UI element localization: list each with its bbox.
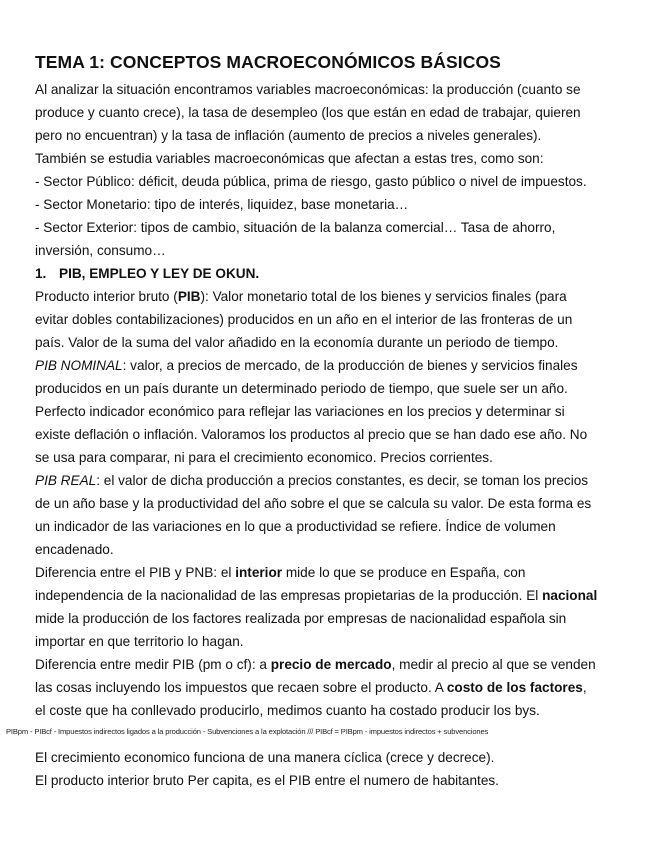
pib-nominal-line: Perfecto indicador económico para reflejar las variaciones en los precios y determinar si xyxy=(35,404,565,419)
pib-nominal-line: existe deflación o inflación. Valoramos los productos al precio que se han dado ese año. No xyxy=(35,427,588,442)
formula-footnote: PIBpm - PIBcf - Impuestos indirectos ligados a la producción - Subvenciones a la explotación /// PIBcf = PIBpm - impuestos indirectos + subvenciones xyxy=(6,727,489,736)
pib-nominal-term: PIB NOMINAL xyxy=(35,358,123,373)
section-number: 1. xyxy=(35,266,47,281)
page-title: TEMA 1: CONCEPTOS MACROECONÓMICOS BÁSICOS xyxy=(35,52,501,72)
pib-definition-line: Producto interior bruto (PIB): Valor monetario total de los bienes y servicios finales (para xyxy=(35,289,567,304)
intro-line: También se estudia variables macroeconómicas que afectan a estas tres, como son: xyxy=(35,151,544,166)
pib-real-term: PIB REAL xyxy=(35,473,97,488)
costo-factores-term: costo de los factores xyxy=(446,680,583,695)
document-body xyxy=(35,78,625,722)
pib-pnb-line: independencia de la nacionalidad de las empresas propietarias de la producción. El nacional xyxy=(35,588,598,603)
closing-line: El producto interior bruto Per capita, es el PIB entre el numero de habitantes. xyxy=(35,773,499,788)
intro-line: produce y cuanto crece), la tasa de desempleo (los que están en edad de trabajar, quieren xyxy=(35,105,581,120)
pib-pnb-line: Diferencia entre el PIB y PNB: el interior mide lo que se produce en España, con xyxy=(35,565,526,580)
intro-line: - Sector Exterior: tipos de cambio, situación de la balanza comercial… Tasa de ahorro, xyxy=(35,220,556,235)
pib-pnb-line: mide la producción de los factores realizada por empresas de nacionalidad española sin xyxy=(35,611,567,626)
pib-definition-line: país. Valor de la suma del valor añadido en la economía durante un periodo de tiempo. xyxy=(35,335,559,350)
intro-line: pero no encuentran) y la tasa de inflación (aumento de precios a niveles generales). xyxy=(35,128,542,143)
pib-nominal-line: producidos en un país durante un determinado periodo de tiempo, que suele ser un año. xyxy=(35,381,568,396)
pib-real-line: encadenado. xyxy=(35,542,114,557)
pib-real-line: un indicador de las variaciones en lo que a productividad se refiere. Índice de volumen xyxy=(35,519,556,534)
intro-line: Al analizar la situación encontramos variables macroeconómicas: la producción (cuanto se xyxy=(35,82,581,97)
closing-line: El crecimiento economico funciona de una manera cíclica (crece y decrece). xyxy=(35,750,495,765)
nacional-term: nacional xyxy=(542,588,598,603)
intro-line: - Sector Monetario: tipo de interés, liquidez, base monetaria… xyxy=(35,197,409,212)
pib-pnb-line: importar en que territorio lo hagan. xyxy=(35,634,244,649)
section-heading xyxy=(35,262,625,285)
section-title: PIB, EMPLEO Y LEY DE OKUN. xyxy=(59,266,260,281)
pib-definition-line: evitar dobles contabilizaciones) producidos en un año en el interior de las fronteras de un xyxy=(35,312,573,327)
pib-term: PIB xyxy=(177,289,201,304)
pib-nominal-line: se usa para comparar, ni para el crecimiento economico. Precios corrientes. xyxy=(35,450,493,465)
precio-mercado-term: precio de mercado xyxy=(270,657,392,672)
pm-cf-line: las cosas incluyendo los impuestos que recaen sobre el producto. A costo de los factores, xyxy=(35,680,587,695)
pm-cf-line: Diferencia entre medir PIB (pm o cf): a precio de mercado, medir al precio al que se venden xyxy=(35,657,596,672)
interior-term: interior xyxy=(235,565,283,580)
pib-real-line: PIB REAL: el valor de dicha producción a precios constantes, es decir, se toman los precios xyxy=(35,473,589,488)
pib-nominal-line: PIB NOMINAL: valor, a precios de mercado, de la producción de bienes y servicios finales xyxy=(35,358,578,373)
pib-real-line: de un año base y la productividad del año sobre el que se calcula su valor. De esta forma es xyxy=(35,496,592,511)
intro-line: - Sector Público: déficit, deuda pública, prima de riesgo, gasto público o nivel de impuestos. xyxy=(35,174,587,189)
closing-paragraph xyxy=(35,746,625,792)
pm-cf-line: el coste que ha conllevado producirlo, medimos cuanto ha costado producir los bys. xyxy=(35,703,540,718)
intro-line: inversión, consumo… xyxy=(35,243,166,258)
